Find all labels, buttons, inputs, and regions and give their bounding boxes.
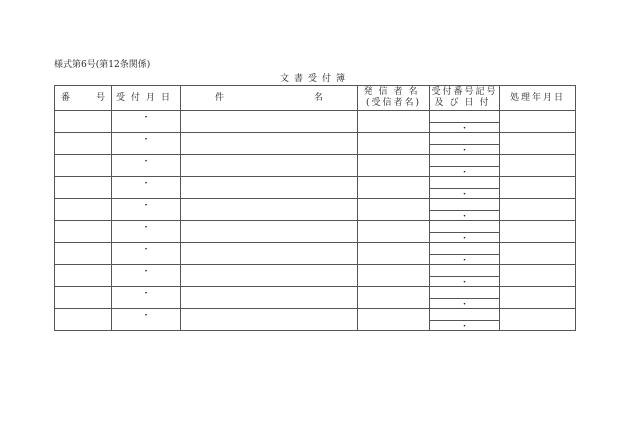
form-number: 様式第6号(第12条関係): [54, 60, 151, 70]
cell-sender[interactable]: [358, 133, 430, 155]
header-sender: [358, 86, 430, 111]
cell-processed-date[interactable]: [500, 309, 576, 331]
date-separator: ・: [141, 179, 151, 189]
cell-received-date[interactable]: [112, 309, 181, 331]
cell-receipt-number[interactable]: [430, 199, 500, 221]
date-separator: ・: [459, 168, 469, 177]
cell-number[interactable]: [55, 221, 112, 243]
cell-received-date[interactable]: [112, 265, 181, 287]
table-row: [55, 199, 576, 221]
receipt-split-line: [430, 210, 499, 211]
cell-receipt-number[interactable]: [430, 287, 500, 309]
cell-subject[interactable]: [181, 177, 358, 199]
cell-subject[interactable]: [181, 243, 358, 265]
header-number-right: 号: [95, 93, 105, 103]
cell-number[interactable]: [55, 133, 112, 155]
header-subject-left: 件: [215, 93, 225, 103]
cell-processed-date[interactable]: [500, 265, 576, 287]
table-row: [55, 287, 576, 309]
cell-received-date[interactable]: [112, 111, 181, 133]
cell-received-date[interactable]: [112, 155, 181, 177]
header-receipt-number: [430, 86, 500, 111]
receipt-split-line: [430, 320, 499, 321]
cell-receipt-number[interactable]: [430, 177, 500, 199]
cell-subject[interactable]: [181, 155, 358, 177]
cell-number[interactable]: [55, 177, 112, 199]
cell-processed-date[interactable]: [500, 243, 576, 265]
table-row: [55, 221, 576, 243]
receipt-split-line: [430, 254, 499, 255]
receipt-split-line: [430, 122, 499, 123]
table-row: [55, 309, 576, 331]
date-separator: ・: [459, 124, 469, 133]
cell-processed-date[interactable]: [500, 111, 576, 133]
cell-sender[interactable]: [358, 243, 430, 265]
receipt-ledger-table: [54, 85, 576, 331]
cell-subject[interactable]: [181, 309, 358, 331]
cell-sender[interactable]: [358, 265, 430, 287]
date-separator: ・: [141, 157, 151, 167]
table-row: [55, 243, 576, 265]
ledger-body: [55, 111, 576, 331]
cell-number[interactable]: [55, 309, 112, 331]
date-separator: ・: [459, 234, 469, 243]
date-separator: ・: [141, 267, 151, 277]
header-receipt-number-line2: 及び日付: [434, 98, 495, 108]
receipt-split-line: [430, 188, 499, 189]
cell-subject[interactable]: [181, 221, 358, 243]
date-separator: ・: [141, 289, 151, 299]
header-sender-line1: 発信者名: [363, 87, 424, 97]
cell-number[interactable]: [55, 111, 112, 133]
date-separator: ・: [141, 245, 151, 255]
cell-receipt-number[interactable]: [430, 133, 500, 155]
cell-received-date[interactable]: [112, 133, 181, 155]
date-separator: ・: [459, 278, 469, 287]
cell-receipt-number[interactable]: [430, 309, 500, 331]
cell-number[interactable]: [55, 243, 112, 265]
date-separator: ・: [141, 201, 151, 211]
header-receipt-number-line1: 受付番号記号: [431, 87, 498, 97]
cell-receipt-number[interactable]: [430, 243, 500, 265]
cell-receipt-number[interactable]: [430, 111, 500, 133]
table-row: [55, 111, 576, 133]
cell-sender[interactable]: [358, 155, 430, 177]
cell-receipt-number[interactable]: [430, 265, 500, 287]
cell-processed-date[interactable]: [500, 133, 576, 155]
cell-sender[interactable]: [358, 177, 430, 199]
receipt-split-line: [430, 298, 499, 299]
date-separator: ・: [459, 212, 469, 221]
table-header-row: [55, 86, 576, 111]
receipt-split-line: [430, 144, 499, 145]
date-separator: ・: [459, 256, 469, 265]
cell-subject[interactable]: [181, 111, 358, 133]
table-row: [55, 265, 576, 287]
cell-sender[interactable]: [358, 221, 430, 243]
cell-processed-date[interactable]: [500, 155, 576, 177]
cell-sender[interactable]: [358, 309, 430, 331]
date-separator: ・: [459, 322, 469, 331]
table-row: [55, 155, 576, 177]
header-number: [55, 86, 112, 111]
date-separator: ・: [141, 311, 151, 321]
cell-number[interactable]: [55, 155, 112, 177]
cell-receipt-number[interactable]: [430, 221, 500, 243]
header-processed-date: 処理年月日: [500, 86, 576, 111]
date-separator: ・: [459, 300, 469, 309]
cell-sender[interactable]: [358, 111, 430, 133]
cell-receipt-number[interactable]: [430, 155, 500, 177]
cell-subject[interactable]: [181, 133, 358, 155]
header-subject-right: 名: [313, 93, 323, 103]
date-separator: ・: [459, 146, 469, 155]
header-sender-line2: (受信者名): [365, 98, 422, 108]
cell-subject[interactable]: [181, 265, 358, 287]
cell-processed-date[interactable]: [500, 221, 576, 243]
cell-processed-date[interactable]: [500, 177, 576, 199]
date-separator: ・: [141, 223, 151, 233]
cell-number[interactable]: [55, 287, 112, 309]
cell-sender[interactable]: [358, 287, 430, 309]
date-separator: ・: [141, 135, 151, 145]
receipt-split-line: [430, 166, 499, 167]
receipt-split-line: [430, 232, 499, 233]
cell-sender[interactable]: [358, 199, 430, 221]
date-separator: ・: [459, 190, 469, 199]
header-received-date: 受付月日: [112, 86, 181, 111]
table-row: [55, 133, 576, 155]
cell-received-date[interactable]: [112, 287, 181, 309]
cell-processed-date[interactable]: [500, 287, 576, 309]
cell-received-date[interactable]: [112, 221, 181, 243]
cell-subject[interactable]: [181, 287, 358, 309]
cell-received-date[interactable]: [112, 177, 181, 199]
cell-received-date[interactable]: [112, 199, 181, 221]
cell-subject[interactable]: [181, 199, 358, 221]
cell-number[interactable]: [55, 199, 112, 221]
header-subject: [181, 86, 358, 111]
header-number-left: 番: [61, 93, 71, 103]
date-separator: ・: [141, 113, 151, 123]
cell-number[interactable]: [55, 265, 112, 287]
table-row: [55, 177, 576, 199]
cell-processed-date[interactable]: [500, 199, 576, 221]
receipt-split-line: [430, 276, 499, 277]
cell-received-date[interactable]: [112, 243, 181, 265]
document-title: 文書受付簿: [279, 74, 350, 84]
